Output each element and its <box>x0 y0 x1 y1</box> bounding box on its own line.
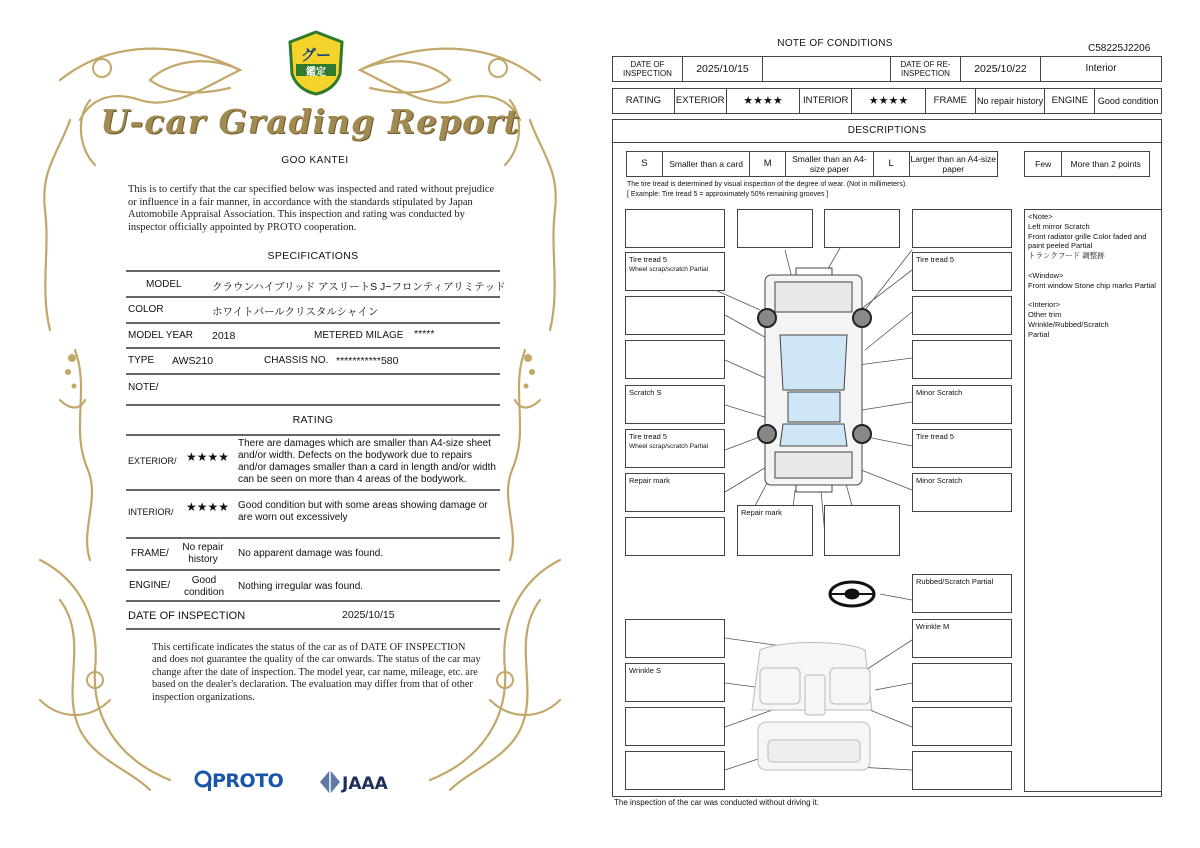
frame-description: No apparent damage was found. <box>238 548 384 559</box>
legend-l: L <box>874 152 910 176</box>
certify-paragraph: This is to certify that the car specified below was inspected and rated without prejudice or influence in a fair manner, in accordance with the standards stipulated by Japan Automobile Appraisal Association. This inspection and rating was conducted by inspector officially appointed by PROTO cooperation. <box>128 184 495 233</box>
desc-box-empty <box>625 707 725 746</box>
notes-box: <Note> Left mirror Scratch Front radiator grille Color faded and paint peeled Partial トランクフード 調整跡 <Window> Front window Stone chip marks Partial <Interior> Other trim Wrinkle/Rubbed/Scratch Partial <box>1024 209 1162 792</box>
report-subtitle: GOO KANTEI <box>281 155 349 166</box>
desc-box-empty <box>912 209 1012 248</box>
desc-box-empty <box>912 663 1012 702</box>
desc-box-left-front-tire <box>625 252 725 291</box>
desc-box-empty <box>912 296 1012 335</box>
legend-few: Few <box>1025 152 1062 176</box>
divider <box>126 373 500 375</box>
reinspection-scope: Interior <box>1085 63 1117 74</box>
desc-box-empty <box>824 505 900 556</box>
rating-row <box>612 88 1162 114</box>
few-legend <box>1024 151 1150 177</box>
desc-box-empty <box>625 209 725 248</box>
desc-box-empty <box>625 340 725 379</box>
noc-title: NOTE OF CONDITIONS <box>777 38 893 49</box>
legend-m-text: Smaller than an A4-size paper <box>786 152 874 176</box>
rating-heading: RATING <box>292 414 334 426</box>
model-year-value: 2018 <box>212 330 236 342</box>
desc-box-left-rear-tire <box>625 429 725 468</box>
frame-label: FRAME/ <box>131 548 169 559</box>
report-title: U-car Grading Report <box>100 102 520 141</box>
jaaa-logo: JAAA <box>342 774 388 794</box>
desc-text: Tire tread 5 <box>629 255 668 264</box>
divider <box>126 322 500 324</box>
desc-box-empty <box>912 751 1012 790</box>
legend-m: M <box>750 152 786 176</box>
model-label: MODEL <box>146 279 182 290</box>
interior-label: INTERIOR <box>800 89 852 113</box>
frame-value: No repair history <box>182 542 224 565</box>
interior-label: INTERIOR/ <box>128 507 174 517</box>
divider <box>126 628 500 630</box>
legend-few-text: More than 2 points <box>1070 159 1141 169</box>
bottom-note: The inspection of the car was conducted without driving it. <box>614 798 819 807</box>
divider <box>126 434 500 436</box>
legend-s-text: Smaller than a card <box>663 152 751 176</box>
note-of-conditions <box>600 0 1200 848</box>
proto-logo-icon <box>194 770 212 792</box>
desc-box-right-minor-scratch <box>912 385 1012 424</box>
desc-box-empty <box>824 209 900 248</box>
empty-cell <box>763 57 891 81</box>
desc-text: Scratch S <box>629 388 662 397</box>
noc-code: C58225J2206 <box>1088 43 1151 54</box>
desc-box-interior-wrinkle-m <box>912 619 1012 658</box>
tread-note-line-1: The tire tread is determined by visual inspection of the degree of wear. (Not in millimeters). <box>627 181 908 188</box>
exterior-label: EXTERIOR <box>675 89 727 113</box>
divider <box>126 347 500 349</box>
desc-box-right-minor-scratch-2 <box>912 473 1012 512</box>
desc-box-right-rear-tire <box>912 429 1012 468</box>
desc-text: Wheel scrap/scratch Partial <box>629 266 709 273</box>
desc-text: Wrinkle S <box>629 666 661 675</box>
divider <box>126 600 500 602</box>
type-value: AWS210 <box>172 355 214 367</box>
desc-box-empty <box>912 707 1012 746</box>
chassis-value: ***********580 <box>336 355 399 367</box>
desc-text: Wrinkle M <box>916 622 950 631</box>
desc-box-empty <box>737 209 813 248</box>
model-year-label: MODEL YEAR <box>128 330 194 341</box>
engine-label: ENGINE <box>1045 89 1095 113</box>
engine-description: Nothing irregular was found. <box>238 581 364 592</box>
tread-note <box>627 180 1147 199</box>
legend-l-text: Larger than an A4-size paper <box>910 154 997 174</box>
divider <box>126 404 500 406</box>
engine-value: Good condition <box>183 575 225 598</box>
exterior-stars: ★★★★ <box>727 89 801 113</box>
certificate-footer-note: This certificate indicates the status of the car as of DATE OF INSPECTION and does not guarantee the quality of the car onwards. The status of the car may change after the date of inspection. The model year, car name, mileage, etc. are based on the dealer's declaration. The evaluation may differ from that of other inspection organizations. <box>152 642 481 703</box>
desc-box-empty <box>625 619 725 658</box>
engine-label: ENGINE/ <box>129 580 171 591</box>
exterior-description: There are damages which are smaller than A4-size sheet and/or width. Defects on the bodywork due to repairs and/or damages smaller than a card in length and/or width can be seen on more than 4 areas of the bodywork. <box>238 438 496 485</box>
color-value: ホワイトパールクリスタルシャイン <box>212 306 379 318</box>
desc-box-empty <box>625 517 725 556</box>
rating-label: RATING <box>613 89 675 113</box>
desc-text: Tire tread 5 <box>629 432 668 441</box>
divider <box>126 296 500 298</box>
date-of-inspection-label: DATE OF INSPECTION <box>613 57 683 81</box>
color-label: COLOR <box>128 304 164 315</box>
desc-box-interior-wrinkle-s <box>625 663 725 702</box>
type-label: TYPE <box>128 355 155 366</box>
size-legend <box>626 151 998 177</box>
descriptions-heading: DESCRIPTIONS <box>612 119 1162 143</box>
chassis-label: CHASSIS NO. <box>264 355 329 366</box>
milage-label: METERED MILAGE <box>314 330 404 341</box>
exterior-label: EXTERIOR/ <box>128 456 177 466</box>
desc-text: Rubbed/Scratch Partial <box>916 577 994 586</box>
desc-text: Wheel scrap/scratch Partial <box>629 443 709 450</box>
desc-text: Repair mark <box>741 508 782 517</box>
desc-box-empty <box>625 751 725 790</box>
desc-text: Minor Scratch <box>916 476 963 485</box>
interior-stars: ★★★★ <box>852 89 926 113</box>
desc-text: Tire tread 5 <box>916 432 955 441</box>
divider <box>126 537 500 539</box>
desc-box-right-front-tire <box>912 252 1012 291</box>
frame-label: FRAME <box>926 89 976 113</box>
exterior-stars: ★★★★ <box>186 450 230 464</box>
reinspection-label: DATE OF RE-INSPECTION <box>891 57 961 81</box>
date-label: DATE OF INSPECTION <box>128 610 246 622</box>
milage-value: ***** <box>414 328 435 340</box>
badge-text: グー <box>300 46 331 64</box>
desc-box-empty <box>625 296 725 335</box>
desc-text: Repair mark <box>629 476 670 485</box>
legend-s: S <box>627 152 663 176</box>
desc-box-empty <box>912 340 1012 379</box>
jaaa-logo-icon <box>320 770 340 794</box>
divider <box>126 270 500 272</box>
date-value: 2025/10/15 <box>342 609 395 621</box>
desc-text: Tire tread 5 <box>916 255 955 264</box>
interior-stars: ★★★★ <box>186 500 230 514</box>
badge-sub-text: 鑑定 <box>306 67 326 78</box>
proto-logo: PROTO <box>212 770 284 792</box>
tread-note-line-2: [ Example: Tire tread 5 = approximately 50% remaining grooves ] <box>627 190 829 198</box>
engine-value: Good condition <box>1097 96 1159 106</box>
divider <box>126 569 500 571</box>
divider <box>126 489 500 491</box>
date-of-inspection-value: 2025/10/15 <box>683 57 763 81</box>
reinspection-date: 2025/10/22 <box>961 57 1041 81</box>
frame-value: No repair history <box>976 89 1046 113</box>
desc-box-left-repair <box>625 473 725 512</box>
desc-box-steering <box>912 574 1012 613</box>
interior-description: Good condition but with some areas showing damage or are worn out excessively <box>238 500 488 523</box>
desc-box-bottom-repair <box>737 505 813 556</box>
model-value: クラウンハイブリッド アスリートS J−フロンティアリミテッド <box>212 281 506 293</box>
desc-box-left-scratch <box>625 385 725 424</box>
desc-text: Minor Scratch <box>916 388 963 397</box>
specifications-heading: SPECIFICATIONS <box>267 250 359 262</box>
inspection-dates-row <box>612 56 1162 82</box>
note-label: NOTE/ <box>128 382 159 393</box>
